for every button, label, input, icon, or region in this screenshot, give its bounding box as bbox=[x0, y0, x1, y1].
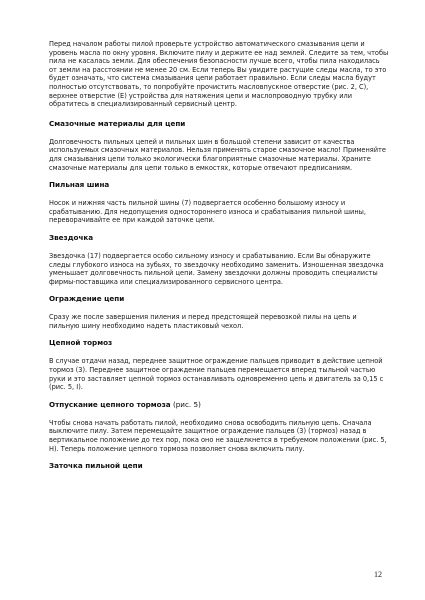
sprocket-paragraph: Звездочка (17) подвергается особо сильному износу и срабатыванию. Если Вы обнаружите следы глубокого износа на зубьях, то звездочку необходимо заменить. Изношенная звездочка уменьшает долговечность пильной цепи. Замену звездочки должны проводить специалисты фирмы-поставщика или специализированного сервисного центра. bbox=[49, 251, 384, 286]
section-heading-chain-sharpening: Заточка пильной цепи bbox=[49, 461, 143, 471]
section-heading-lubricants: Смазочные материалы для цепи bbox=[49, 118, 186, 128]
section-heading-chain-brake: Цепной тормоз bbox=[49, 338, 113, 348]
section-heading-sprocket: Звездочка bbox=[49, 232, 94, 242]
brake-release-heading-ref: (рис. 5) bbox=[170, 399, 201, 409]
section-heading-chain-guard: Ограждение цепи bbox=[49, 294, 125, 304]
brake-release-paragraph: Чтобы снова начать работать пилой, необходимо снова освободить пильную цепь. Сначала выключите пилу. Затем перемещайте защитное ограждение пальцев (3) (тормоз) назад в вертикальное положение до тех пор, пока оно не защелкнется в требуемом положении (рис. 5, Н). Теперь положение цепного тормоза позволяет снова включить пилу. bbox=[49, 418, 387, 453]
page-number: 12 bbox=[374, 570, 382, 579]
chain-brake-paragraph: В случае отдачи назад, переднее защитное ограждение пальцев приводит в действие цепной тормоз (3). Переднее защитное ограждение пальцев перемещается вперед тыльной частью руки и это заставляет цепной тормоз останавливать одновременно цепь и двигатель за 0,15 с (рис. 5, I). bbox=[49, 357, 384, 392]
section-heading-brake-release bbox=[49, 400, 389, 409]
brake-release-heading-text: Отпускание цепного тормоза bbox=[49, 399, 171, 409]
chain-guard-paragraph: Сразу же после завершения пиления и перед предстоящей перевозкой пилы на цепь и пильную шину необходимо надеть пластиковый чехол. bbox=[49, 313, 357, 330]
guide-bar-paragraph: Носок и нижняя часть пильной шины (7) подвергается особенно большому износу и срабатыванию. Для недопущения одностороннего износа и срабатывания пильной шины, переворачивайте ее при каждой заточке цепи. bbox=[49, 199, 366, 225]
lubricants-paragraph: Долговечность пильных цепей и пильных шин в большой степени зависит от качества используемых смазочных материалов. Нельзя применять старое смазочное масло! Применяйте для смазывания цепи только экологически благоприятные смазочные материалы. Храните смазочные материалы для цепи только в емкостях, которые отвечают предписаниям. bbox=[49, 137, 386, 172]
section-heading-guide-bar: Пильная шина bbox=[49, 180, 110, 190]
intro-paragraph: Перед началом работы пилой проверьте устройство автоматического смазывания цепи и уровень масла по окну уровня. Включите пилу и держите ее над землей. Следите за тем, чтобы пила не касалась земли. Для обеспечения безопасности лучше всего, чтобы пила находилась от земли на расстоянии не менее 20 см. Если теперь Вы увидите растущие следы масла, то это будет означать, что система смазывания цепи работает правильно. Если следы масла будут полностью отсутствовать, то попробуйте прочистить масловпускное отверстие (рис. 2, С), верхнее отверстие (Е) устройства для натяжения цепи и маслопроводную трубку или обратитесь в специализированный сервисный центр. bbox=[49, 40, 389, 109]
text-column bbox=[49, 40, 389, 480]
